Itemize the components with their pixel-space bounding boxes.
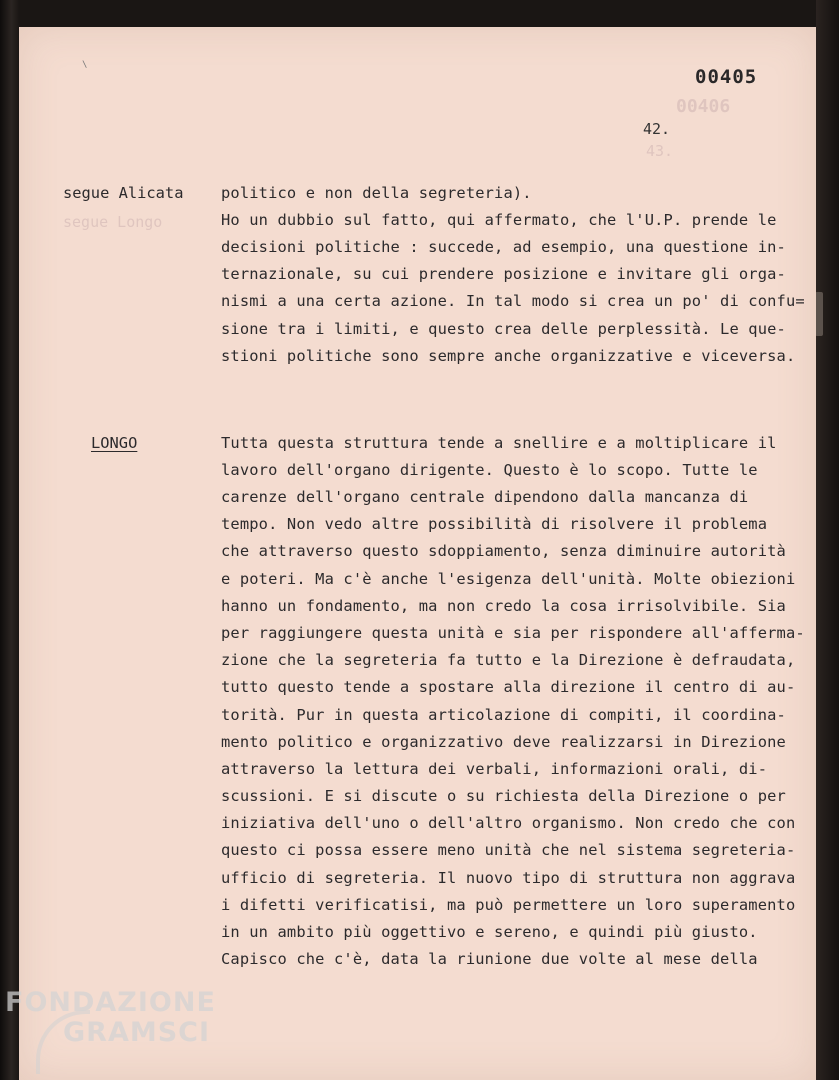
text-line: per raggiungere questa unità e sia per rispondere all'afferma- [221,624,805,642]
text-line: torità. Pur in questa articolazione di compiti, il coordina- [221,706,786,724]
text-line: i difetti verificatisi, ma può permettere un loro superamento [221,896,796,914]
text-line: carenze dell'organo centrale dipendono dalla mancanza di [221,488,749,506]
text-line: Ho un dubbio sul fatto, qui affermato, che l'U.P. prende le [221,211,777,229]
watermark-line-2: GRAMSCI [63,1017,211,1048]
text-line: iniziativa dell'uno o dell'altro organismo. Non credo che con [221,814,796,832]
text-line: hanno un fondamento, ma non credo la cosa irrisolvibile. Sia [221,597,786,615]
text-line: lavoro dell'organo dirigente. Questo è lo scopo. Tutte le [221,461,758,479]
binding-edge [0,0,19,1080]
text-line: Capisco che c'è, data la riunione due volte al mese della [221,950,758,968]
page-mark: \ [82,60,88,70]
text-line: scussioni. E si discute o su richiesta della Direzione o per [221,787,786,805]
text-line: ternazionale, su cui prendere posizione e invitare gli orga- [221,265,786,283]
text-line: zione che la segreteria fa tutto e la Direzione è defraudata, [221,651,796,669]
text-line: questo ci possa essere meno unità che nel sistema segreteria- [221,841,796,859]
ghost-page-number: 43. [646,142,674,160]
speaker-longo: LONGO [91,434,138,452]
text-line: stioni politiche sono sempre anche organizzative e viceversa. [221,347,796,365]
text-line: nismi a una certa azione. In tal modo si crea un po' di confu= [221,292,805,310]
text-line: che attraverso questo sdoppiamento, senza diminuire autorità [221,542,786,560]
ghost-speaker: segue Longo [63,213,163,231]
text-line: tutto questo tende a spostare alla direzione il centro di au- [221,678,796,696]
watermark [5,988,216,1048]
document-number: 00405 [695,66,758,88]
text-line: in un ambito più oggettivo e sereno, e quindi più giusto. [221,923,758,941]
text-line: attraverso la lettura dei verbali, informazioni orali, di- [221,760,768,778]
speaker-alicata: segue Alicata [63,184,184,202]
watermark-line-1: FONDAZIONE [5,987,216,1018]
text-line: e poteri. Ma c'è anche l'esigenza dell'unità. Molte obiezioni [221,570,796,588]
text-line: tempo. Non vedo altre possibilità di risolvere il problema [221,515,768,533]
ghost-doc-number: 00406 [676,96,731,117]
text-line: Tutta questa struttura tende a snellire e a moltiplicare il [221,434,777,452]
text-line: sione tra i limiti, e questo crea delle perplessità. Le que- [221,320,786,338]
page-number: 42. [643,120,671,138]
text-line: politico e non della segreteria). [221,184,532,202]
text-line: decisioni politiche : succede, ad esempio, una questione in- [221,238,786,256]
text-line: ufficio di segreteria. Il nuovo tipo di struttura non aggrava [221,869,796,887]
text-line: mento politico e organizzativo deve realizzarsi in Direzione [221,733,786,751]
page-tab-marker [815,292,823,336]
right-page-edge [816,0,839,1080]
